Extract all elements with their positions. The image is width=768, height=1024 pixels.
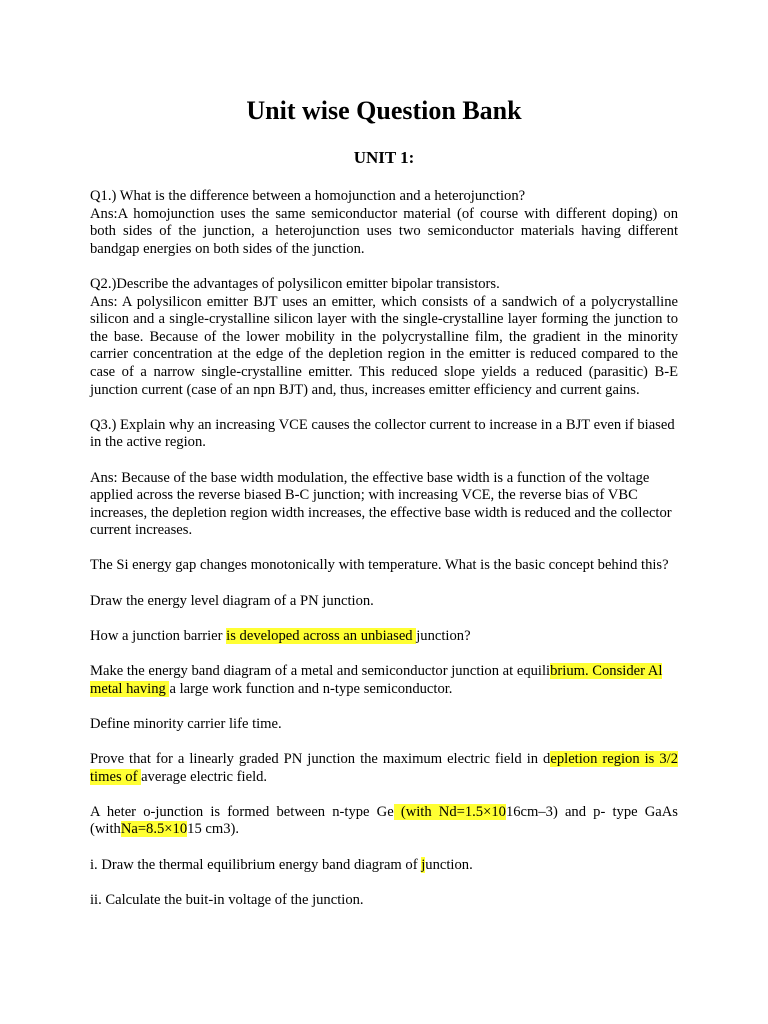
q7-question (90, 663, 678, 698)
q6-text-a: How a junction barrier (90, 627, 227, 644)
spacer (90, 733, 678, 751)
spacer (90, 610, 678, 628)
q1-answer: Ans:A homojunction uses the same semiconductor material (of course with different doping) on both sides of the junction, a heterojunction uses two semiconductor materials having different bandgap energies on both sides of the junction. (90, 205, 678, 257)
q6-text-c: junction? (416, 627, 471, 644)
q10-text-c: 16cm–3) and p- type GaAs (with (90, 803, 678, 838)
q7-text-c: a large work function and n-type semiconductor. (169, 680, 453, 697)
spacer (90, 874, 678, 892)
q10-highlight-nd: (with Nd=1.5×10 (393, 803, 506, 820)
spacer (90, 452, 678, 470)
spacer (90, 786, 678, 804)
q9-text-a: Prove that for a linearly graded PN junction the maximum electric field in d (90, 751, 551, 767)
q3-answer: Ans: Because of the base width modulation, the effective base width is a function of the voltage applied across the reverse biased B-C junction; with increasing VCE, the reverse bias of VBC increases, the depletion region width increases, the effective base width is reduced and the collector current increases. (90, 469, 672, 539)
q10-highlight-na: Na=8.5×10 (120, 821, 188, 838)
q3-question: Q3.) Explain why an increasing VCE causes the collector current to increase in a BJT even if biased in the active region. (90, 416, 675, 451)
q10ii-question: ii. Calculate the buit-in voltage of the junction. (90, 891, 364, 908)
q2-answer: Ans: A polysilicon emitter BJT uses an emitter, which consists of a sandwich of a polycrystalline silicon and a single-crystalline silicon layer with the single-crystalline layer forming the junction to the base. Because of the lower mobility in the polycrystalline film, the gradient in the minority carrier concentration at the edge of the depletion region in the emitter is reduced compared to the case of a narrow single-crystalline emitter. This reduced slope yields a reduced (parasitic) B-E junction current (case of an npn BJT) and, thus, increases emitter efficiency and current gains. (90, 293, 678, 398)
spacer (90, 399, 678, 417)
q4-question: The Si energy gap changes monotonically with temperature. What is the basic concept behind this? (90, 557, 669, 574)
q10-text-e: 15 cm3). (187, 821, 240, 838)
page-title: Unit wise Question Bank (246, 96, 522, 125)
spacer (90, 540, 678, 558)
spacer (90, 258, 678, 276)
q2-question: Q2.)Describe the advantages of polysilicon emitter bipolar transistors. (90, 275, 500, 292)
q6-highlight: is developed across an unbiased (226, 627, 417, 644)
q9-question (90, 751, 678, 786)
q10i-text-c: unction. (425, 856, 473, 873)
q6-question (90, 628, 678, 646)
q7-text-a: Make the energy band diagram of a metal and semiconductor junction at equili (90, 663, 551, 680)
question-list (90, 188, 678, 909)
spacer (90, 839, 678, 857)
q8-question: Define minority carrier life time. (90, 715, 282, 732)
spacer (90, 698, 678, 716)
unit-heading: UNIT 1: (353, 148, 415, 167)
spacer (90, 575, 678, 593)
spacer (90, 645, 678, 663)
q10-text-a: A heter o-junction is formed between n-type Ge (90, 803, 394, 820)
q9-highlight: epletion region is 3/2 times of (90, 751, 678, 785)
q10-question (90, 804, 678, 839)
q10i-highlight: j (421, 856, 426, 873)
q10i-text-a: i. Draw the thermal equilibrium energy band diagram of (90, 856, 422, 873)
q7-highlight: brium. Consider Al metal having (90, 663, 663, 697)
q9-text-c: average electric field. (141, 768, 268, 785)
q5-question: Draw the energy level diagram of a PN junction. (90, 592, 374, 609)
q1-question: Q1.) What is the difference between a homojunction and a heterojunction? (90, 188, 526, 204)
q10i-question (90, 857, 678, 875)
